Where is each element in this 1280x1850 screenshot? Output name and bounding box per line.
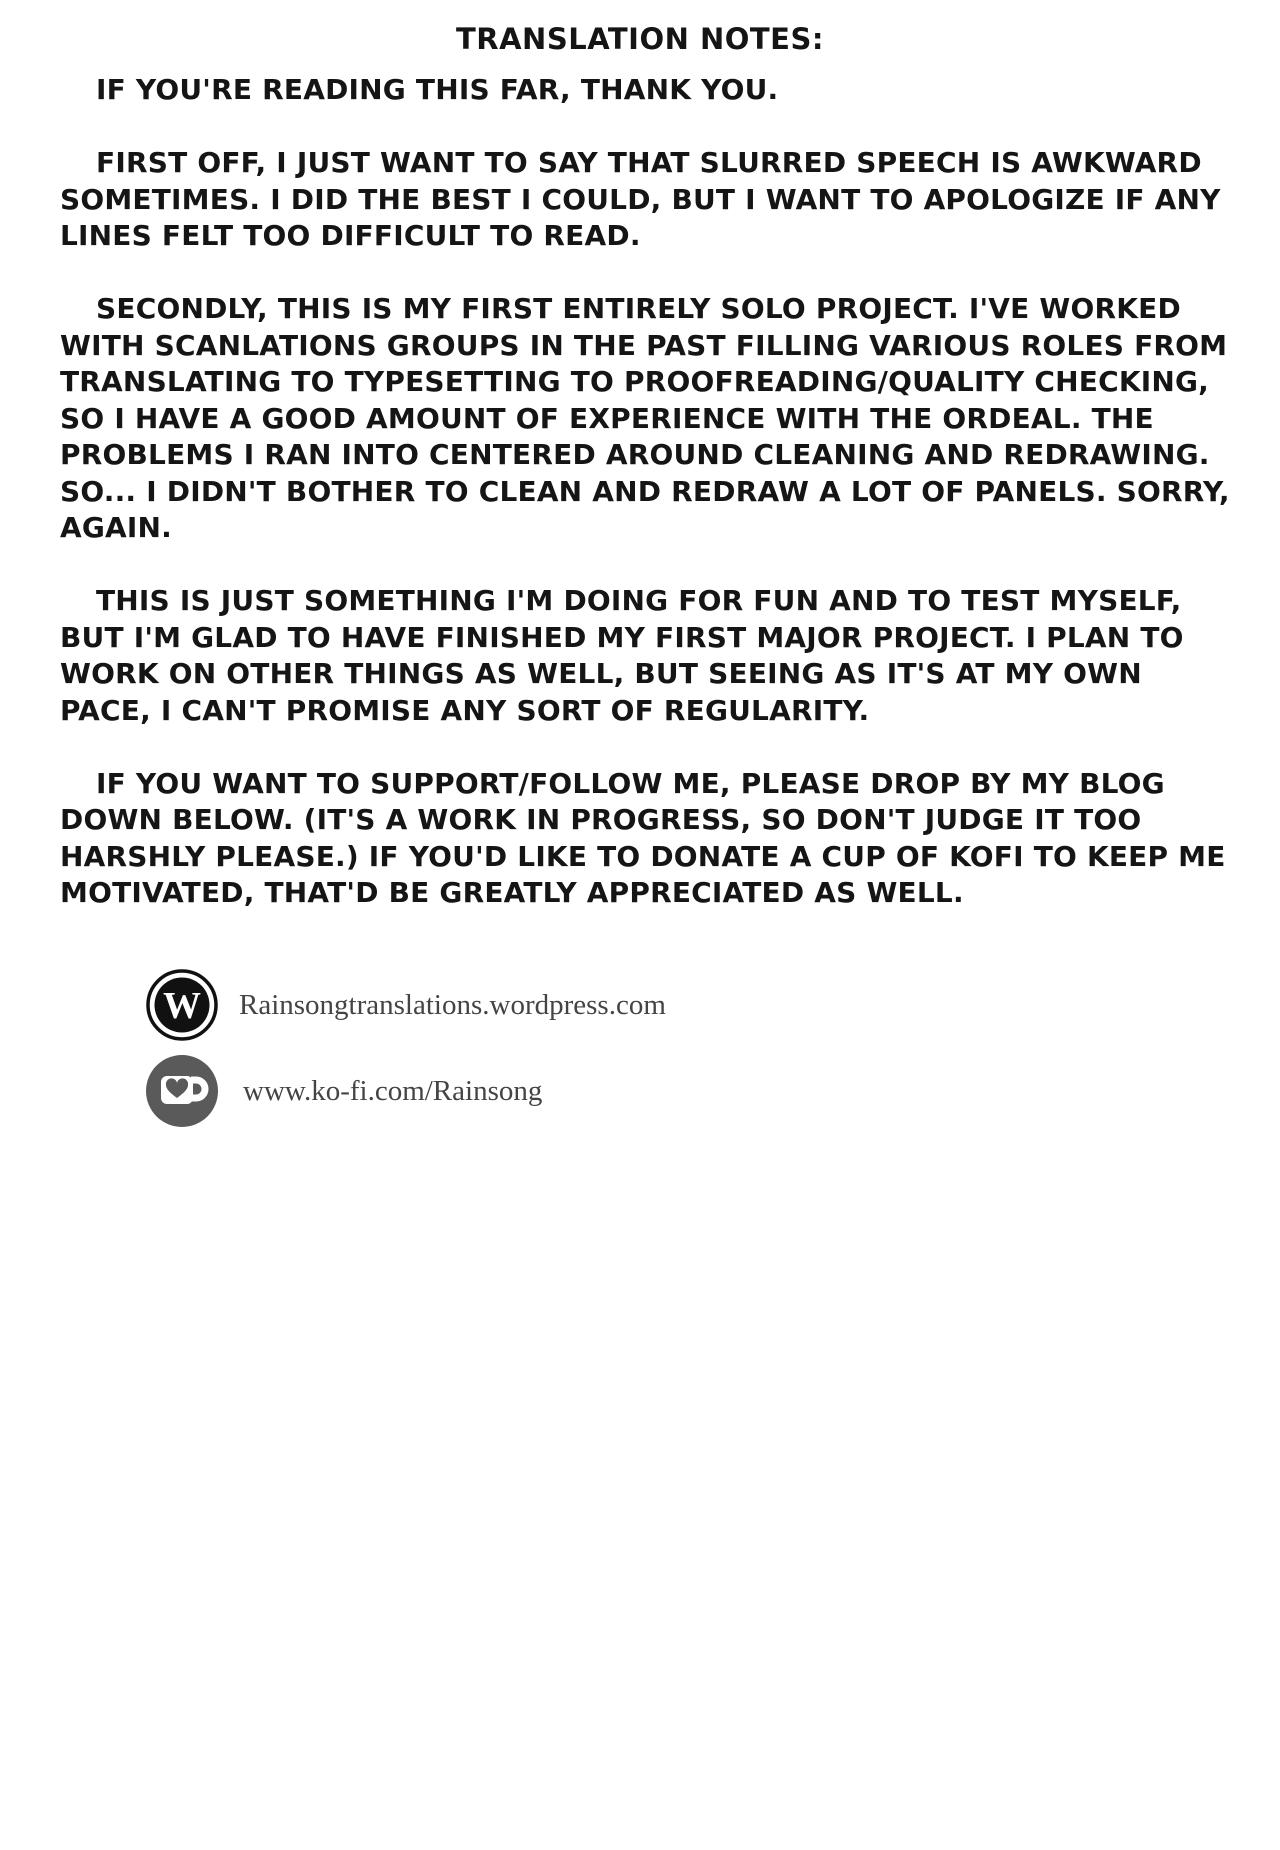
notes-title: TRANSLATION NOTES: xyxy=(456,22,824,56)
paragraph-thanks: IF YOU'RE READING THIS FAR, THANK YOU. xyxy=(96,73,779,106)
kofi-cup-icon xyxy=(145,1054,219,1128)
kofi-link-row[interactable] xyxy=(145,1054,1045,1128)
wordpress-link[interactable]: Rainsongtranslations.wordpress.com xyxy=(239,988,666,1021)
support-links xyxy=(145,968,1045,1140)
wordpress-link-row[interactable] xyxy=(145,968,1045,1042)
kofi-link[interactable]: www.ko-fi.com/Rainsong xyxy=(243,1074,543,1107)
svg-text:W: W xyxy=(163,985,201,1027)
paragraph-solo-project: SECONDLY, THIS IS MY FIRST ENTIRELY SOLO PROJECT. I'VE WORKED WITH SCANLATIONS GROUPS IN THE PAST FILLING VARIOUS ROLES FROM TRANSLATING TO TYPESETTING TO PROOFREADING/QUALITY CHECKING, SO I HAVE A GOOD AMOUNT OF EXPERIENCE WITH THE ORDEAL. THE PROBLEMS I RAN INTO CENTERED AROUND CLEANING AND REDRAWING. SO... I DIDN'T BOTHER TO CLEAN AND REDRAW A LOT OF PANELS. SORRY, AGAIN. xyxy=(60,292,1230,544)
wordpress-icon xyxy=(145,968,219,1042)
paragraph-support: IF YOU WANT TO SUPPORT/FOLLOW ME, PLEASE DROP BY MY BLOG DOWN BELOW. (IT'S A WORK IN PROGRESS, SO DON'T JUDGE IT TOO HARSHLY PLEASE.) IF YOU'D LIKE TO DONATE A CUP OF KOFI TO KEEP ME MOTIVATED, THAT'D BE GREATLY APPRECIATED AS WELL. xyxy=(60,766,1226,909)
paragraph-for-fun: THIS IS JUST SOMETHING I'M DOING FOR FUN AND TO TEST MYSELF, BUT I'M GLAD TO HAVE FINISHED MY FIRST MAJOR PROJECT. I PLAN TO WORK ON OTHER THINGS AS WELL, BUT SEEING AS IT'S AT MY OWN PACE, I CAN'T PROMISE ANY SORT OF REGULARITY. xyxy=(60,584,1184,727)
paragraph-slurred-speech: FIRST OFF, I JUST WANT TO SAY THAT SLURRED SPEECH IS AWKWARD SOMETIMES. I DID THE BEST I COULD, BUT I WANT TO APOLOGIZE IF ANY LINES FELT TOO DIFFICULT TO READ. xyxy=(60,146,1221,252)
notes-body xyxy=(60,72,1230,948)
